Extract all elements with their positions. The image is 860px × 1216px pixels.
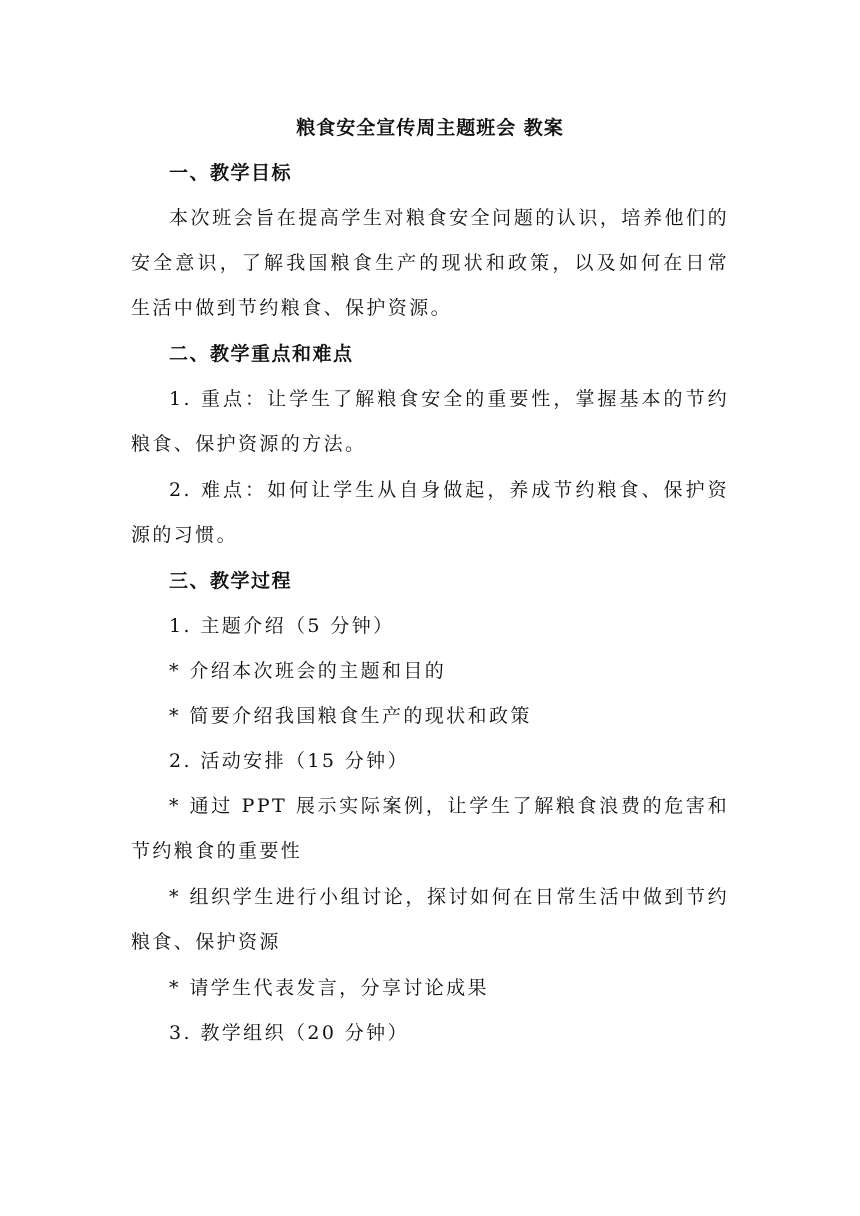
- section-heading-key-points: 二、教学重点和难点: [169, 343, 354, 365]
- paragraph-objectives: 本次班会旨在提高学生对粮食安全问题的认识，培养他们的安全意识，了解我国粮食生产的现状和政策，以及如何在日常生活中做到节约粮食、保护资源。: [131, 207, 729, 319]
- paragraph-bullet-discussion: * 组织学生进行小组讨论，探讨如何在日常生活中做到节约粮食、保护资源: [131, 886, 729, 953]
- document-title: 粮食安全宣传周主题班会 教案: [296, 117, 564, 139]
- paragraph-bullet-ppt: * 通过 PPT 展示实际案例，让学生了解粮食浪费的危害和节约粮食的重要性: [131, 795, 729, 862]
- paragraph-organization: 3. 教学组织（20 分钟）: [169, 1022, 409, 1044]
- paragraph-difficulty: 2. 难点：如何让学生从自身做起，养成节约粮食、保护资源的习惯。: [131, 479, 730, 546]
- document-body: [131, 111, 729, 1061]
- paragraph-bullet-intro-theme: * 介绍本次班会的主题和目的: [169, 660, 447, 682]
- section-heading-objectives: 一、教学目标: [169, 162, 293, 184]
- section-heading-process: 三、教学过程: [169, 570, 293, 592]
- paragraph-key-point: 1. 重点：让学生了解粮食安全的重要性，掌握基本的节约粮食、保护资源的方法。: [131, 388, 730, 455]
- paragraph-topic-intro: 1. 主题介绍（5 分钟）: [169, 615, 395, 637]
- paragraph-bullet-share: * 请学生代表发言，分享讨论成果: [169, 977, 489, 999]
- paragraph-activity: 2. 活动安排（15 分钟）: [169, 750, 409, 772]
- paragraph-bullet-intro-policy: * 简要介绍我国粮食生产的现状和政策: [169, 705, 532, 727]
